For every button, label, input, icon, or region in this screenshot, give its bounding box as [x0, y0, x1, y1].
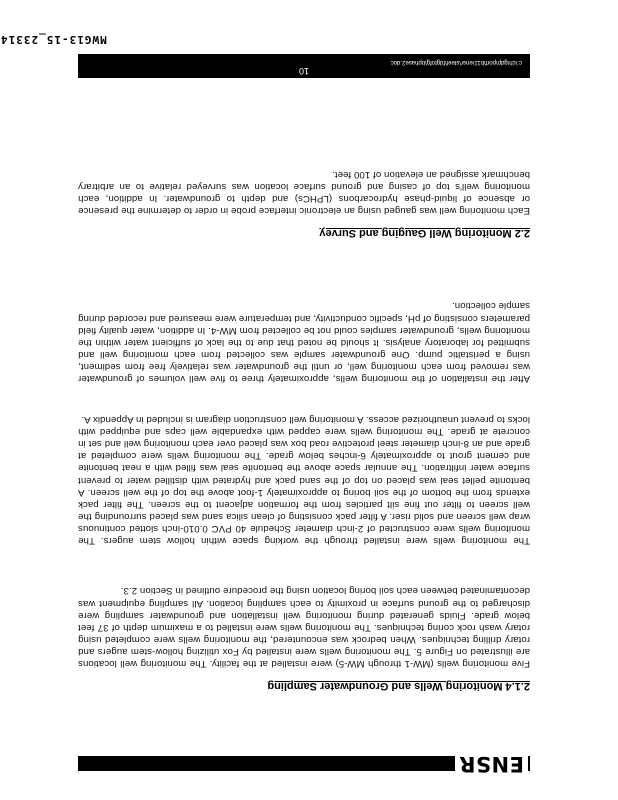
section-heading-2-1-4: 2.1.4 Monitoring Wells and Groundwater Sampling	[267, 680, 530, 692]
company-logo: ENSR	[455, 754, 528, 773]
footer-bar	[78, 54, 530, 78]
paragraph-groundwater-sampling: After the installation of the monitoring wells, approximately three to five well volumes of groundwater was removed from each monitoring well, or until the groundwater was relatively free from sediment, using a peristaltic pump. One groundwater sample was collected from each monitoring well and submitted for laboratory analysis. It should be noted that due to the lack of sufficient water within the monitoring wells, groundwater samples could not be collected from MW-4. In addition, water quality field parameters consisting of pH, specific conductivity, and temperature were measured and recorded during sample collection.	[78, 300, 530, 384]
file-path: c:\ch\gdp\port\b11\ensr\steel\fdgtofg\bphase2.doc	[390, 59, 522, 65]
paragraph-well-construction: The monitoring wells were installed through the working space within hollow stem augers. The monitoring wells were constructed of 2-inch diameter Schedule 40 PVC 0.010-inch slotted continuous wrap well screen and solid riser. A filter pack consisting of clean silica sand was placed surrounding the well screen to filter out fine silt particles from the formation adjacent to the screen. The filter pack extends from the bottom of the soil boring to approximately 1-foot above the top of the well screen. A bentonite pellet seal was placed on top of the sand pack and hydrated with distilled water to prevent surface water infiltration. The annular space above the bentonite seal was filled with a neat bentonite and cement grout to approximately 6-inches below grade. The monitoring wells were completed at grade and an 8-inch diameter steel protective road box was placed over each monitoring well and set in concrete at grade. The monitoring wells were capped with expandable well caps and equipped with locks to prevent unauthorized access. A monitoring well construction diagram is included in Appendix A.	[78, 414, 530, 546]
section-heading-2-2: 2.2 Monitoring Well Gauging and Survey	[319, 227, 530, 239]
page-number: 10	[299, 66, 310, 76]
paragraph-monitoring-wells: Five monitoring wells (MW-1 through MW-5) were installed at the facility. The monitoring well locations are illustrated on Figure 5. The monitoring wells were installed by Fox utilizing hollow-stem augers and rotary drilling techniques. When bedrock was encountered, the monitoring wells were completed using rotary wash rock coring techniques. The monitoring wells were installed to a maximum depth of 37 feet below grade. Fluids generated during monitoring well installation and groundwater sampling were discharged to the ground surface in proximity to each sampling location. All sampling equipment was decontaminated between each soil boring location using the procedure outlined in Section 2.3.	[78, 585, 530, 669]
document-id-stamp: MWG13-15_23314	[0, 33, 107, 46]
paragraph-gauging-survey: Each monitoring well was gauged using an electronic interface probe in order to determine the presence or absence of liquid-phase hydrocarbons (LPHCs) and depth to groundwater. In addition, each monitoring well's top of casing and ground surface location was surveyed relative to an arbitrary benchmark assigned an elevation of 100 feet.	[78, 168, 530, 216]
